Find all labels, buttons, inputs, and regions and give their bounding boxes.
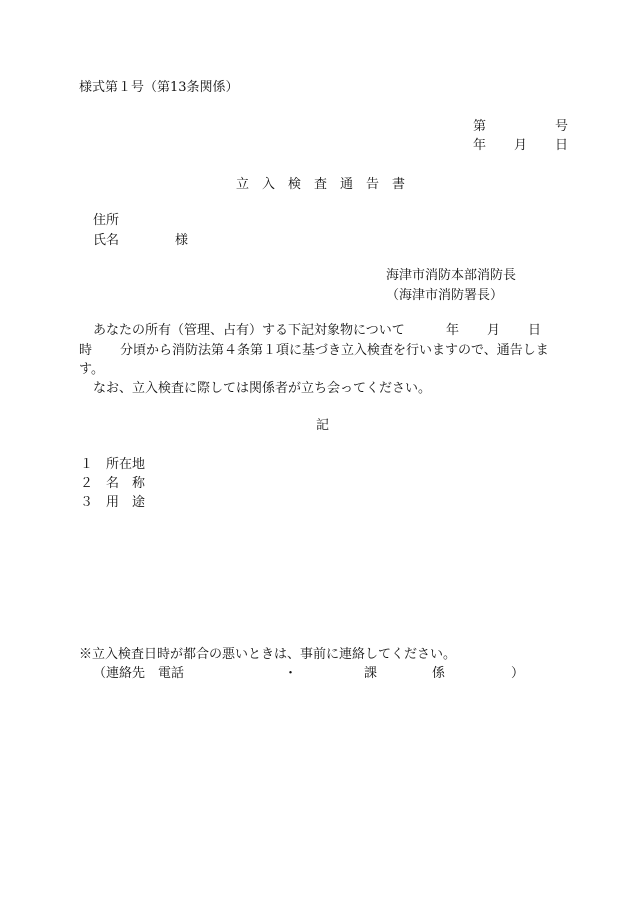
form-label: 様式第１号（第13条関係）: [79, 80, 239, 95]
name-label: 氏名: [93, 233, 120, 248]
date-month: 月: [514, 138, 528, 153]
item-number: ２: [80, 476, 94, 491]
number-go: 号: [555, 119, 569, 134]
contact-open: （連絡先 電話: [93, 666, 185, 681]
body-paragraph-2: なお、立入検査に際しては関係者が立ち会ってください。: [93, 381, 432, 396]
body-year: 年: [446, 323, 460, 338]
date-day: 日: [555, 138, 569, 153]
item-number: １: [80, 457, 94, 472]
address-label: 住所: [93, 213, 120, 228]
item-label-name: 名 称: [106, 476, 146, 491]
body-line-2-ji: 時: [79, 343, 93, 358]
honorific-sama: 様: [175, 233, 189, 248]
contact-kakari: 係: [432, 666, 446, 681]
item-label-use: 用 途: [106, 495, 146, 510]
date-year: 年: [473, 138, 487, 153]
body-line-1: あなたの所有（管理、占有）する下記対象物について: [93, 323, 405, 338]
issuer-line-2: （海津市消防署長）: [386, 288, 504, 303]
number-dai: 第: [473, 119, 487, 134]
body-line-2: 分頃から消防法第４条第１項に基づき立入検査を行いますので、通告しま: [120, 343, 549, 358]
body-line-3: す。: [79, 362, 104, 377]
note-text: ※立入検査日時が都合の悪いときは、事前に連絡してください。: [79, 647, 457, 662]
body-month: 月: [487, 323, 501, 338]
body-day: 日: [528, 323, 542, 338]
document-title: 立 入 検 査 通 告 書: [236, 177, 406, 192]
contact-ka: 課: [364, 666, 378, 681]
item-number: ３: [80, 495, 94, 510]
issuer-line-1: 海津市消防本部消防長: [386, 268, 517, 283]
ki-heading: 記: [316, 418, 330, 433]
item-label-location: 所在地: [106, 457, 146, 472]
contact-dot: ・: [284, 666, 298, 681]
contact-close: ）: [511, 666, 525, 681]
